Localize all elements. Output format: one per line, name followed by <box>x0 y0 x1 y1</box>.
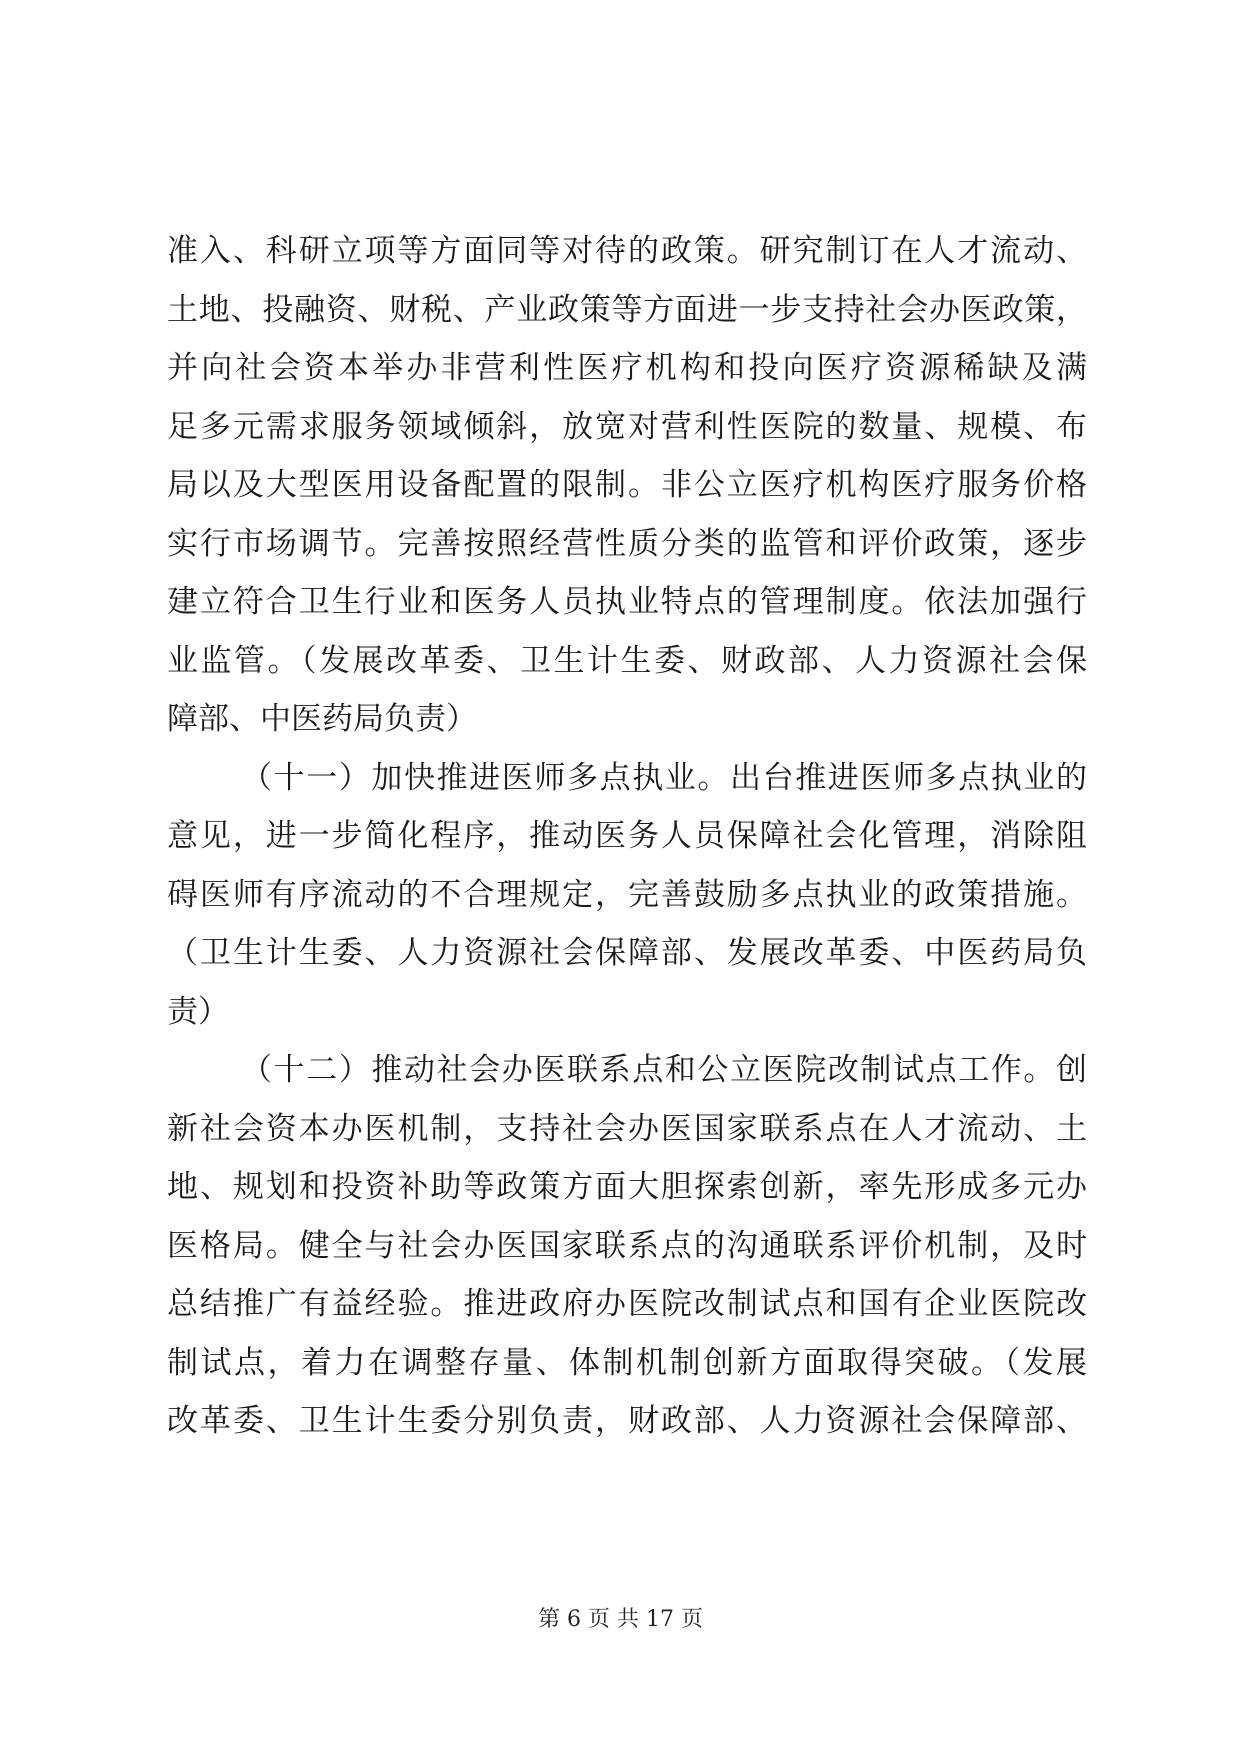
body-line: 责） <box>167 993 229 1030</box>
body-line: 足多元需求服务领域倾斜，放宽对营利性医院的数量、规模、布 <box>167 408 1087 445</box>
body-line: 制试点，着力在调整存量、体制机制创新方面取得突破。（发展 <box>167 1344 1087 1381</box>
body-line: 准入、科研立项等方面同等对待的政策。研究制订在人才流动、 <box>167 233 1087 269</box>
body-line: 地、规划和投资补助等政策方面大胆探索创新，率先形成多元办 <box>167 1169 1087 1205</box>
page-number-footer: 第 6 页 共 17 页 <box>538 1607 703 1632</box>
body-line: 碍医师有序流动的不合理规定，完善鼓励多点执业的政策措施。 <box>167 876 1087 913</box>
section-heading-line: （十一）加快推进医师多点执业。出台推进医师多点执业的 <box>241 759 1087 796</box>
body-line: 改革委、卫生计生委分别负责，财政部、人力资源社会保障部、 <box>167 1403 1087 1439</box>
body-line: 意见，进一步简化程序，推动医务人员保障社会化管理，消除阻 <box>167 818 1087 854</box>
body-line: 新社会资本办医机制，支持社会办医国家联系点在人才流动、土 <box>167 1110 1087 1147</box>
body-line: 业监管。（发展改革委、卫生计生委、财政部、人力资源社会保 <box>167 642 1087 679</box>
body-line: 土地、投融资、财税、产业政策等方面进一步支持社会办医政策， <box>167 291 1087 328</box>
body-line: 局以及大型医用设备配置的限制。非公立医疗机构医疗服务价格 <box>167 467 1087 503</box>
body-line: 实行市场调节。完善按照经营性质分类的监管和评价政策，逐步 <box>167 525 1087 562</box>
body-line: 医格局。健全与社会办医国家联系点的沟通联系评价机制，及时 <box>167 1227 1087 1264</box>
document-body <box>167 222 1087 1451</box>
section-heading-line: （十二）推动社会办医联系点和公立医院改制试点工作。创 <box>241 1052 1087 1088</box>
body-line: 建立符合卫生行业和医务人员执业特点的管理制度。依法加强行 <box>167 584 1087 620</box>
body-line: （卫生计生委、人力资源社会保障部、发展改革委、中医药局负 <box>167 935 1087 971</box>
body-line: 并向社会资本举办非营利性医疗机构和投向医疗资源稀缺及满 <box>167 350 1087 386</box>
body-line: 障部、中医药局负责） <box>167 701 477 737</box>
body-line: 总结推广有益经验。推进政府办医院改制试点和国有企业医院改 <box>167 1286 1087 1322</box>
